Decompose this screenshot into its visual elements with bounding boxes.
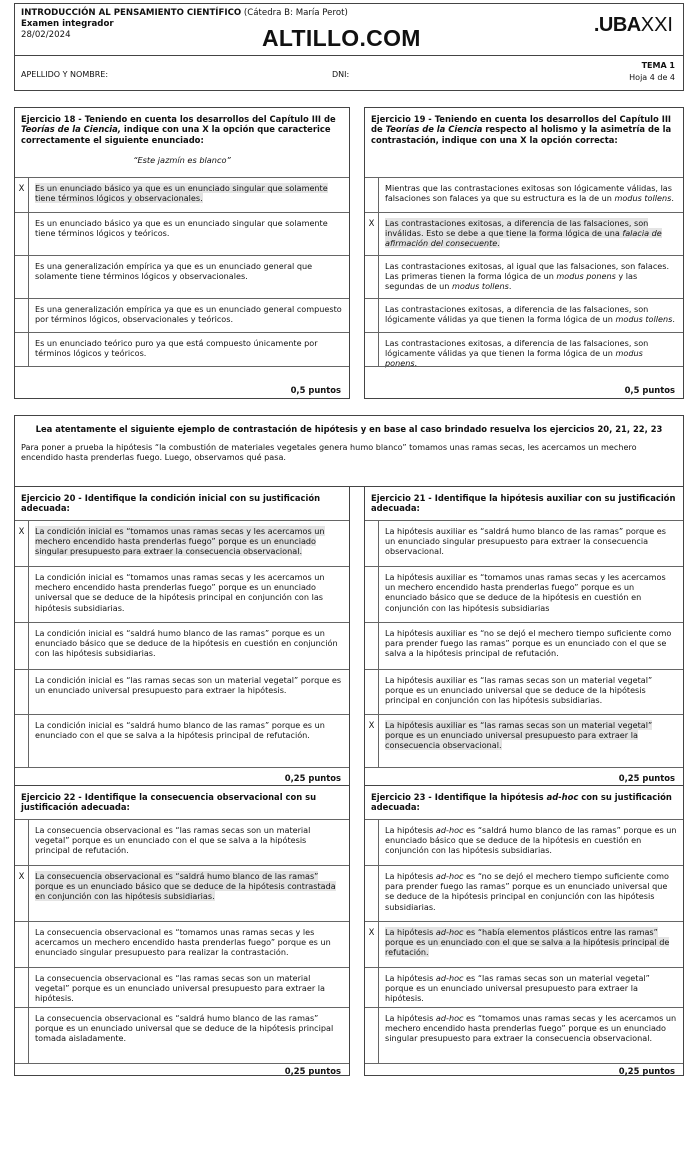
- option-5[interactable]: [15, 1007, 349, 1063]
- option-text: Mientras que las contrastaciones exitosas son lógicamente válidas, las falsaciones son falaces ya que su estructura es la de un modus tollens.: [385, 183, 674, 204]
- option-4[interactable]: [365, 967, 683, 1007]
- answer-mark[interactable]: [365, 670, 379, 714]
- option-2[interactable]: [15, 212, 349, 255]
- answer-mark[interactable]: [15, 333, 29, 366]
- answer-mark[interactable]: [365, 333, 379, 366]
- scenario-title: Lea atentamente el siguiente ejemplo de contrastación de hipótesis y en base al caso brindado resuelva los ejercicios 20, 21, 22, 23: [35, 424, 663, 434]
- option-text: La condición inicial es “saldrá humo blanco de las ramas” porque es un enunciado básico que se deduce de la hipótesis en cuestión en conjunción con las hipótesis subsidiarias.: [35, 628, 338, 659]
- option-text: La hipótesis auxiliar es “las ramas secas son un material vegetal” porque es un enunciado universal que se deduce de la hipótesis principal en conjunción con las hipótesis subsidiarias.: [385, 675, 653, 706]
- option-text: La hipótesis ad-hoc es “saldrá humo blanco de las ramas” porque es un enunciado básico que se deduce de la hipótesis en cuestión en conjunción con las hipótesis subsidiarias.: [385, 825, 677, 856]
- exercise-title: Ejercicio 22 - Identifique la consecuencia observacional con su justificación adecuada:: [21, 792, 317, 813]
- answer-mark[interactable]: [365, 866, 379, 921]
- exam-date: 28/02/2024: [21, 30, 71, 40]
- option-text: La consecuencia observacional es “saldrá humo blanco de las ramas” porque es un enunciado universal que se deduce de la hipótesis principal tomada aisladamente.: [35, 1013, 334, 1044]
- option-text: La consecuencia observacional es “las ramas secas son un material vegetal” porque es un enunciado universal presupuesto para extraer la hipótesis.: [35, 973, 325, 1004]
- option-1[interactable]: [15, 177, 349, 212]
- option-3[interactable]: [365, 255, 683, 298]
- exercise-title: Ejercicio 21 - Identifique la hipótesis auxiliar con su justificación adecuada:: [371, 493, 676, 514]
- option-text: Es un enunciado teórico puro ya que está compuesto únicamente por términos lógicos y teóricos.: [35, 338, 318, 359]
- option-1[interactable]: [15, 520, 349, 566]
- option-5[interactable]: [15, 332, 349, 366]
- scenario-box: [14, 415, 684, 487]
- option-text: La hipótesis auxiliar es “las ramas secas son un material vegetal” porque es un enunciado universal presupuesto para extraer la consecuencia observacional.: [385, 720, 653, 751]
- exam-header: [14, 3, 684, 91]
- tema-info: [629, 60, 675, 84]
- exercise-21: [364, 486, 684, 786]
- option-2[interactable]: [365, 865, 683, 921]
- option-5[interactable]: [365, 332, 683, 369]
- course-title: INTRODUCCIÓN AL PENSAMIENTO CIENTÍFICO: [21, 8, 242, 18]
- scenario-text: Para poner a prueba la hipótesis “la combustión de materiales vegetales genera humo blanco” tomamos unas ramas secas, les acercamos un mechero encendido hasta prenderlas fuego. Luego, observamos qué pasa.: [21, 442, 637, 463]
- points: 0,5 puntos: [624, 385, 675, 395]
- option-1[interactable]: [365, 819, 683, 865]
- answer-mark[interactable]: [15, 213, 29, 255]
- answer-mark[interactable]: [365, 299, 379, 332]
- answer-mark[interactable]: [365, 623, 379, 669]
- option-3[interactable]: [365, 921, 683, 967]
- exercise-title: Ejercicio 18 - Teniendo en cuenta los desarrollos del Capítulo III de Teorías de la Ciencia, indique con una X la opción que caracterice correctamente el siguiente enunciado:: [21, 114, 336, 145]
- option-text: La condición inicial es “saldrá humo blanco de las ramas” porque es un enunciado con el que se salva a la hipótesis principal de refutación.: [35, 720, 325, 741]
- option-1[interactable]: [365, 520, 683, 566]
- exercise-19: [364, 107, 684, 399]
- points: 0,5 puntos: [290, 385, 341, 395]
- option-text: La consecuencia observacional es “tomamos unas ramas secas y les acercamos un mechero encendido hasta prenderlas fuego” porque es un enunciado singular presupuesto para realizar la contrastación.: [35, 927, 331, 958]
- answer-mark[interactable]: X: [365, 715, 379, 767]
- points-row: [365, 366, 683, 399]
- exercise-title: Ejercicio 20 - Identifique la condición inicial con su justificación adecuada:: [21, 493, 321, 514]
- option-3[interactable]: [15, 921, 349, 967]
- answer-mark[interactable]: [365, 820, 379, 865]
- exercise-23: [364, 785, 684, 1076]
- name-label: APELLIDO Y NOMBRE:: [21, 70, 109, 79]
- points-row: [15, 1063, 349, 1077]
- option-1[interactable]: [15, 819, 349, 865]
- option-3[interactable]: [15, 255, 349, 298]
- option-text: La condición inicial es “tomamos unas ramas secas y les acercamos un mechero encendido hasta prenderlas fuego” porque es un enunciado singular presupuesto para extraer la consecuencia observacional.: [35, 526, 325, 557]
- answer-mark[interactable]: [15, 256, 29, 298]
- option-text: La hipótesis auxiliar es “tomamos unas ramas secas y les acercamos un mechero encendido hasta prenderlas fuego” porque es un enunciado básico que se deduce de la hipótesis en cuestión en conjunción con las hipótesis subsidiarias: [385, 572, 666, 613]
- exercise-18: [14, 107, 350, 399]
- answer-mark[interactable]: [365, 178, 379, 212]
- option-4[interactable]: [15, 967, 349, 1007]
- option-text: Es una generalización empírica ya que es un enunciado general compuesto por términos lógicos, observacionales y teóricos.: [35, 304, 342, 325]
- answer-mark[interactable]: X: [365, 213, 379, 255]
- option-4[interactable]: [15, 669, 349, 714]
- option-2[interactable]: [15, 566, 349, 622]
- option-1[interactable]: [365, 177, 683, 212]
- header-divider: [15, 55, 683, 56]
- answer-mark[interactable]: X: [365, 922, 379, 967]
- exercise-title: Ejercicio 19 - Teniendo en cuenta los desarrollos del Capítulo III de Teorías de la Ciencia respecto al holismo y la asimetría de la contrastación, indique con una X la opción correcta:: [371, 114, 672, 145]
- option-text: La consecuencia observacional es “saldrá humo blanco de las ramas” porque es un enunciado básico que se deduce de la hipótesis contrastada en conjunción con las hipótesis subsidiarias.: [35, 871, 336, 902]
- chair: (Cátedra B: María Perot): [243, 8, 348, 18]
- points: 0,25 puntos: [618, 773, 675, 783]
- answer-mark[interactable]: [15, 1008, 29, 1063]
- answer-mark[interactable]: [365, 256, 379, 298]
- answer-mark[interactable]: [15, 922, 29, 967]
- option-text: Es un enunciado básico ya que es un enunciado singular que solamente tiene términos lógicos y observacionales.: [35, 183, 328, 204]
- points: 0,25 puntos: [284, 1066, 341, 1076]
- points-row: [365, 767, 683, 787]
- option-text: Es una generalización empírica ya que es un enunciado general que solamente tiene términos lógicos y observacionales.: [35, 261, 313, 282]
- option-text: La hipótesis ad-hoc es “las ramas secas son un material vegetal” porque es un enunciado universal presupuesto para extraer la hipótesis.: [385, 973, 650, 1004]
- option-text: La hipótesis ad-hoc es “tomamos unas ramas secas y les acercamos un mechero encendido hasta prenderlas fuego” porque es un enunciado singular presupuesto para extraer la consecuencia observacional.: [385, 1013, 677, 1044]
- option-text: Las contrastaciones exitosas, al igual que las falsaciones, son falaces. Las primeras tienen la forma lógica de un modus ponens y las segundas de un modus tollens.: [385, 261, 670, 292]
- points: 0,25 puntos: [284, 773, 341, 783]
- option-text: La consecuencia observacional es “las ramas secas son un material vegetal” porque es un enunciado con el que se salva a la hipótesis principal de refutación.: [35, 825, 311, 856]
- option-5[interactable]: [365, 1007, 683, 1063]
- points-row: [15, 767, 349, 787]
- option-5[interactable]: [365, 714, 683, 767]
- watermark: ALTILLO.COM: [262, 25, 421, 51]
- answer-mark[interactable]: [15, 299, 29, 332]
- answer-mark[interactable]: [15, 567, 29, 622]
- points-row: [15, 366, 349, 399]
- points-row: [365, 1063, 683, 1077]
- statement-quote: “Este jazmín es blanco”: [133, 155, 231, 166]
- option-text: Las contrastaciones exitosas, a diferencia de las falsaciones, son inválidas. Esto se debe a que tiene la forma lógica de una falacia de afirmación del consecuente.: [385, 218, 662, 249]
- answer-mark[interactable]: [365, 1008, 379, 1063]
- option-text: La condición inicial es “tomamos unas ramas secas y les acercamos un mechero encendido hasta prenderlas fuego” porque es un enunciado universal que se deduce de la hipótesis principal en conjunción con las hipótesis subsidiarias.: [35, 572, 325, 613]
- answer-mark[interactable]: X: [15, 866, 29, 921]
- option-3[interactable]: [365, 622, 683, 669]
- option-2[interactable]: [365, 212, 683, 255]
- option-text: Las contrastaciones exitosas, a diferencia de las falsaciones, son lógicamente válidas ya que tienen la forma lógica de un modus ponens.: [385, 338, 649, 369]
- option-text: Es un enunciado básico ya que es un enunciado singular que solamente tiene términos lógicos y teóricos.: [35, 218, 328, 239]
- exercise-20: [14, 486, 350, 786]
- page-number: Hoja 4 de 4: [629, 73, 675, 82]
- option-text: La hipótesis auxiliar es “saldrá humo blanco de las ramas” porque es un enunciado singular presupuesto para extraer la consecuencia observacional.: [385, 526, 667, 557]
- answer-mark[interactable]: X: [15, 178, 29, 212]
- answer-mark[interactable]: [15, 968, 29, 1007]
- option-text: La hipótesis ad-hoc es “había elementos plásticos entre las ramas” porque es un enunciado con el que se salva a la hipótesis principal de refutación.: [385, 927, 670, 958]
- uba-logo: .UBAXXI: [593, 14, 673, 36]
- option-4[interactable]: [365, 298, 683, 332]
- option-text: La condición inicial es “las ramas secas son un material vegetal” porque es un enunciado universal presupuesto para extraer la hipótesis.: [35, 675, 342, 696]
- option-text: Las contrastaciones exitosas, a diferencia de las falsaciones, son lógicamente válidas ya que tienen la forma lógica de un modus tollens.: [385, 304, 675, 325]
- answer-mark[interactable]: X: [15, 521, 29, 566]
- answer-mark[interactable]: [15, 820, 29, 865]
- option-text: La hipótesis auxiliar es “no se dejó el mechero tiempo suficiente como para prender fuego las ramas” porque es un enunciado con el que se salva a la hipótesis principal de refutación.: [385, 628, 672, 659]
- option-2[interactable]: [15, 865, 349, 921]
- option-5[interactable]: [15, 714, 349, 767]
- points: 0,25 puntos: [618, 1066, 675, 1076]
- answer-mark[interactable]: [365, 521, 379, 566]
- exam-type: Examen integrador: [21, 19, 114, 29]
- answer-mark[interactable]: [15, 715, 29, 767]
- option-text: La hipótesis ad-hoc es “no se dejó el mechero tiempo suficiente como para prender fuego las ramas” porque es un enunciado universal que se deduce de la hipótesis principal en conjunción con las hipótesis subsidiarias.: [385, 871, 669, 912]
- tema-label: TEMA 1: [641, 61, 675, 70]
- exercise-22: [14, 785, 350, 1076]
- dni-label: DNI:: [332, 70, 350, 79]
- option-4[interactable]: [15, 298, 349, 332]
- answer-mark[interactable]: [365, 968, 379, 1007]
- option-2[interactable]: [365, 566, 683, 622]
- answer-mark[interactable]: [365, 567, 379, 622]
- option-4[interactable]: [365, 669, 683, 714]
- exercise-title: Ejercicio 23 - Identifique la hipótesis ad-hoc con su justificación adecuada:: [371, 792, 672, 813]
- answer-mark[interactable]: [15, 670, 29, 714]
- answer-mark[interactable]: [15, 623, 29, 669]
- option-3[interactable]: [15, 622, 349, 669]
